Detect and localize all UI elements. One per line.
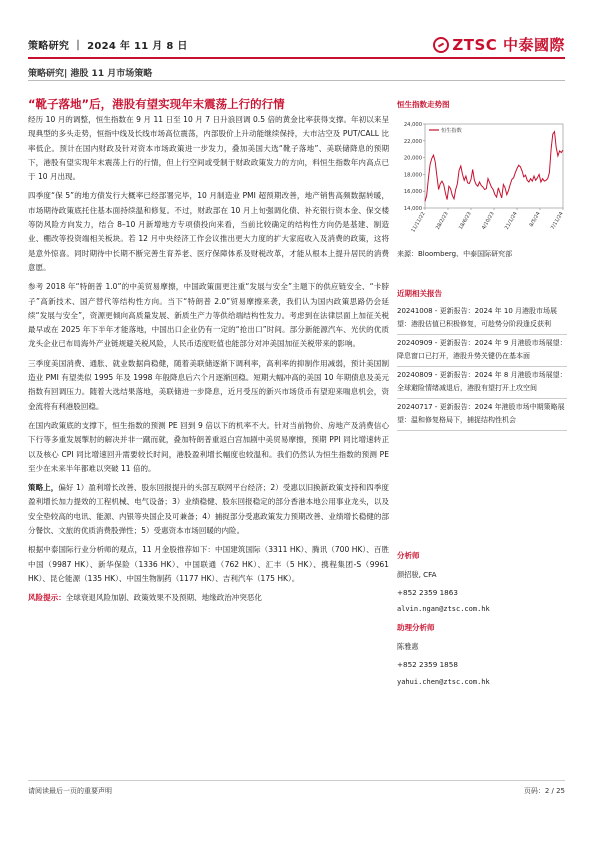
risk-label: 风险提示： [28, 593, 66, 603]
x-tick-label: 28/2/23 [434, 211, 450, 231]
risk-paragraph [28, 591, 389, 605]
y-tick-label: 24,000 [403, 122, 422, 128]
chart-title: 恒生指数走势图 [397, 100, 450, 109]
related-report-item[interactable]: 20240717 - 更新报告：2024 年港股市场中期策略展望：温和修复格局下，捕捉结构性机会 [397, 399, 567, 431]
header-date-label: 策略研究 ｜ 2024 年 11 月 8 日 [28, 41, 188, 52]
main-body [28, 113, 389, 611]
sidebar-chart-section [397, 99, 567, 259]
company-logo [433, 34, 565, 55]
y-tick-label: 18,000 [403, 172, 422, 179]
logo-text: ZTSC 中泰國際 [452, 36, 565, 54]
assistant-phone: +852 2359 1858 [397, 659, 458, 669]
body-paragraph: 参考 2018 年“特朗普 1.0”的中美贸易摩擦，中国政策面更注重“发展与安全”主题下的供应链安全、“卡脖子”高新技术、国产替代等结构性方向。当下“特朗普 2.0”贸易摩擦来袭，我们认为国内政策思路仍会延续“发展与安全”，资源更倾向高质量发展、新质生产力等供给端结构性发力。考虑到在法律层面上加征关税最早或在 2025 年下半年才能落地，中国出口企业仍有一定的“抢出口”时间。部分新能源汽车、光伏的优质龙头企业已布局海外产业链规避关税风险，人民币适度贬值也能部分对冲美国加征关税带来的影响。 [28, 282, 389, 349]
section-subheader: 策略研究| 港股 11 月市场策略 [28, 69, 153, 79]
hsi-series-line [425, 132, 563, 202]
footer-disclaimer: 请阅读最后一页的重要声明 [28, 787, 112, 795]
hsi-chart [397, 116, 567, 246]
x-tick-label: 11/11/22 [410, 211, 427, 234]
risk-text: 全球衰退风险加剧、政策效果不及预期、地缘政治冲突恶化 [65, 593, 262, 603]
x-tick-label: 4/10/23 [480, 211, 496, 231]
body-paragraph: 四季度“保 5”的地方债发行大概率已经部署完毕，10 月制造业 PMI 超预期改善，地产销售高频数据转暖，市场期待政策底托住基本面持续温和修复。不过，财政部在 10 月上旬强调化债、补充银行资本金、保交楼等防风险方向发力，结合 8–10 月新增地方专项债投向来看，当前比较确定的结构性方向仍是基建、制造业、棚改等投资端相关板块。若 12 月中央经济工作会议推出更大力度的扩大家庭收入及消费的政策，这将是意外惊喜。同时期待中长期不断完善生育养老、医疗保障体系及财税改革，才能从根本上提升居民的消费意愿。 [28, 191, 389, 272]
body-paragraph: 三季度美国消费、通胀、就业数据尚稳健，随着美联储逐渐下调利率，高利率的抑制作用减弱，预计美国制造业 PMI 有望类似 1995 年及 1998 年般降息后六个月逐渐回稳。短期大幅冲高的美国 10 年期债息及美元指数有回调压力。随着大选结果落地，美联储进一步降息，近月受压的新兴市场货币有望迎来喘息机会，资金流将有利港股回稳。 [28, 358, 389, 411]
assistant-name: 陈雅惠 [397, 641, 419, 651]
related-report-item[interactable]: 20241008 - 更新报告：2024 年 10 月港股市场展望：港股估值已积极修复，可趁势分阶段逢反获利 [397, 303, 567, 335]
strategy-paragraph: 策略上，偏好 1）盈利增长改善、股东回报提升的头部互联网平台经济；2）受惠以旧换新政策支持和四季度盈利增长加力提效的工程机械、电气设备；3）业绩稳健、股东回报稳定的部分香港本地公用事业龙头，以及安全垫较高的电讯、能源、内银等央国企及可兼备；4）捕捉部分受惠政策发力预期改善、业绩增长稳健的部分餐饮、文旅的优质消费股弹性；5）受惠资本市场回暖的内险。 [28, 483, 389, 536]
body-paragraph: 经历 10 月的调整，恒生指数在 9 月 11 日至 10 月 7 日升浪回调 0.5 倍的黄金比率获得支撑。年初以来呈现典型的多头走势，恒指中线及长线市场高位震荡，内部股价上升动能继续保持，大市沽空及 PUT/CALL 比率低企。预计在国内财政及针对资本市场政策进一步发力，叠加美国大选“靴子落地”、美联储降息的预期下，港股有望实现年末震荡上行的行情，但上行空间或受制于财政政策发力的方向，料恒生指数年内高点已于 10 月出现。 [28, 115, 389, 182]
footer-divider [28, 780, 565, 781]
hsi-chart-svg [397, 116, 567, 246]
chart-source: 来源：Bloomberg、中泰国际研究部 [397, 250, 513, 258]
body-paragraph: 在国内政策底的支撑下，恒生指数的预测 PE 回到 9 倍以下的机率不大。针对当前物价、房地产及消费信心下行等多重发展掣肘的解决并非一蹴而就，叠加特朗普重返白宫加剧中美贸易摩擦，预期 PPI 同比增速转正以及核心 CPI 同比增速回升需要较长时间，港股盈利增长幅度也较温和。我们仍然认为恒生指数的预测 PE 至少在未来半年都难以突破 11 倍的。 [28, 420, 389, 473]
related-reports [397, 288, 567, 431]
related-report-item[interactable]: 20240909 - 更新报告：2024 年 9 月港股市场展望：降息窗口已打开，港股升势关键仍在基本面 [397, 335, 567, 367]
report-title: “靴子落地”后，港股有望实现年末震荡上行的行情 [28, 97, 285, 111]
analyst-email[interactable]: alvin.ngan@ztsc.com.hk [397, 605, 490, 614]
page-number: 页码：2 / 25 [523, 787, 565, 795]
related-report-item[interactable]: 20240809 - 更新报告：2024 年 8 月港股市场展望：全球避险情绪减退后，港股有望打开上攻空间 [397, 367, 567, 399]
analyst-name: 颜招骏, CFA [397, 569, 437, 579]
analyst-section-title: 分析师 [397, 551, 420, 560]
header-divider [28, 57, 565, 59]
analyst-contacts [397, 547, 567, 691]
y-tick-label: 14,000 [403, 206, 422, 212]
stock-picks-paragraph: 根据中泰国际行业分析师的观点，11 月金股推荐如下：中国建筑国际（3311 HK）、腾讯（700 HK）、百胜中国（9987 HK）、新华保险（1336 HK）、中国联通（762 HK）、汇丰（5 HK）、携程集团-S（9961 HK）、昆仑能源（135 HK）、中国生物制药（1177 HK）、吉利汽车（175 HK）。 [28, 545, 389, 583]
legend-label: 恒生指数 [441, 128, 462, 134]
strategy-lead: 策略上， [28, 483, 59, 493]
subheader-divider [28, 80, 565, 81]
y-tick-label: 20,000 [403, 155, 422, 162]
assistant-email[interactable]: yahui.chen@ztsc.com.hk [397, 677, 490, 686]
x-tick-label: 7/11/24 [549, 211, 565, 231]
y-tick-label: 16,000 [403, 189, 422, 196]
y-tick-label: 22,000 [403, 138, 422, 145]
x-tick-label: 21/1/24 [503, 211, 519, 231]
analyst-phone: +852 2359 1863 [397, 587, 458, 597]
page-header [28, 34, 565, 56]
logo-mark-icon [433, 37, 449, 53]
x-tick-label: 8/5/24 [528, 211, 542, 228]
x-tick-label: 18/6/23 [457, 211, 473, 231]
assistant-section-title: 助理分析师 [397, 623, 435, 633]
related-reports-title: 近期相关报告 [397, 289, 442, 298]
